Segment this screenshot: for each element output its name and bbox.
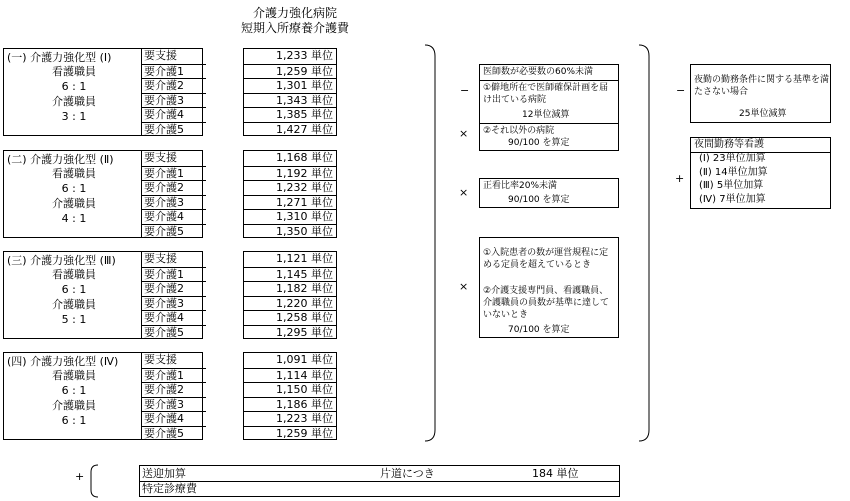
care-unit-value: 1,259 単位 [244, 426, 336, 441]
care-group-ratio2: 3 : 1 [61, 110, 87, 123]
minus-operator-2: − [676, 84, 686, 97]
title-line2: 短期入所療養介護費 [240, 21, 349, 35]
times-operator-3: × [459, 280, 469, 293]
special-medical-fee-label: 特定診療費 [142, 482, 197, 495]
care-group-ratio2: 6 : 1 [61, 414, 87, 427]
care-level-label: 要介護4 [141, 107, 206, 122]
night-addition-item: (Ⅳ) 7単位加算 [699, 193, 766, 205]
care-unit-box [243, 352, 337, 440]
care-group-staff1: 看護職員 [52, 65, 96, 78]
right-brace-1 [423, 44, 443, 442]
care-level-label: 要介護1 [141, 267, 206, 282]
doctor-item2-value: 90/100 を算定 [508, 138, 570, 148]
plus-operator-2: + [75, 470, 85, 483]
footer-brace [88, 464, 102, 498]
care-level-label: 要介護5 [141, 122, 206, 137]
care-unit-box [243, 150, 337, 238]
care-group-ratio1: 6 : 1 [61, 80, 87, 93]
times-operator-2: × [459, 186, 469, 199]
care-group-staff2: 介護職員 [52, 95, 96, 108]
care-unit-value: 1,258 単位 [244, 310, 336, 325]
care-unit-value: 1,343 単位 [244, 93, 336, 108]
care-level-label: 要介護5 [141, 325, 206, 340]
night-addition-item: (Ⅰ) 23単位加算 [699, 153, 766, 164]
care-group-box [3, 150, 203, 238]
care-level-label: 要介護4 [141, 310, 206, 325]
care-group-ratio2: 4 : 1 [61, 212, 87, 225]
nurse-ratio-value: 90/100 を算定 [508, 195, 570, 205]
transport-per-trip: 片道につき [380, 467, 435, 480]
capacity-staff-box [479, 237, 619, 338]
care-unit-value: 1,186 単位 [244, 397, 336, 412]
care-unit-value: 1,220 単位 [244, 296, 336, 311]
care-group-staff1: 看護職員 [52, 268, 96, 281]
care-level-label: 要介護1 [141, 368, 206, 383]
doctor-item1-value: 12単位減算 [522, 110, 570, 120]
care-group-box [3, 48, 203, 136]
care-group-ratio1: 6 : 1 [61, 283, 87, 296]
doctor-shortage-title: 医師数が必要数の60%未満 [483, 67, 594, 77]
care-unit-value: 1,091 単位 [276, 353, 333, 366]
care-level-label: 要介護2 [141, 180, 206, 195]
right-brace-2 [637, 44, 657, 442]
care-level-label: 要支援 [141, 49, 206, 64]
care-group-ratio2: 5 : 1 [61, 313, 87, 326]
care-unit-value: 1,385 単位 [244, 107, 336, 122]
capacity-item1: ①入院患者の数が運営規程に定める定員を超えているとき [483, 248, 609, 270]
care-unit-value: 1,168 単位 [276, 151, 333, 164]
care-group-staff2: 介護職員 [52, 298, 96, 311]
care-group-staff2: 介護職員 [52, 399, 96, 412]
night-addition-box [690, 137, 831, 209]
care-group-ratio1: 6 : 1 [61, 182, 87, 195]
times-operator-1: × [459, 127, 469, 140]
night-addition-item: (Ⅱ) 14単位加算 [699, 166, 768, 178]
care-group-box [3, 352, 203, 440]
care-unit-box [243, 48, 337, 136]
care-level-label: 要支援 [141, 252, 206, 267]
care-level-label: 要介護2 [141, 281, 206, 296]
care-unit-value: 1,121 単位 [276, 252, 333, 265]
care-unit-value: 1,192 単位 [244, 166, 336, 181]
care-unit-value: 1,310 単位 [244, 209, 336, 224]
footer-table [139, 465, 620, 497]
care-level-label: 要支援 [141, 353, 206, 368]
care-unit-value: 1,301 単位 [244, 78, 336, 93]
care-group-staff2: 介護職員 [52, 197, 96, 210]
night-penalty-box [690, 64, 831, 123]
night-penalty-value: 25単位減算 [739, 109, 787, 119]
care-level-label: 要介護3 [141, 296, 206, 311]
care-level-label: 要介護3 [141, 93, 206, 108]
nurse-ratio-title: 正看比率20%未満 [483, 181, 558, 191]
care-group-header: (三) 介護力強化型 (Ⅲ) [7, 254, 116, 267]
doctor-item1: ①僻地所在で医師確保計画を届け出ている病院 [483, 83, 609, 105]
care-level-label: 要介護2 [141, 78, 206, 93]
plus-operator-1: + [675, 172, 685, 185]
care-level-label: 要介護3 [141, 195, 206, 210]
care-unit-value: 1,350 単位 [244, 224, 336, 239]
care-unit-value: 1,150 単位 [244, 382, 336, 397]
care-level-label: 要介護3 [141, 397, 206, 412]
care-level-label: 要介護5 [141, 426, 206, 441]
care-level-label: 要支援 [141, 151, 206, 166]
care-unit-value: 1,259 単位 [244, 64, 336, 79]
care-group-box [3, 251, 203, 339]
care-group-ratio1: 6 : 1 [61, 384, 87, 397]
care-unit-value: 1,182 単位 [244, 281, 336, 296]
divider [480, 80, 618, 81]
care-level-label: 要介護4 [141, 411, 206, 426]
care-group-header: (一) 介護力強化型 (Ⅰ) [7, 51, 112, 64]
doctor-item2: ②それ以外の病院 [483, 126, 555, 136]
doctor-shortage-box [479, 64, 619, 151]
nurse-ratio-box [479, 178, 619, 208]
capacity-staff-value: 70/100 を算定 [508, 325, 570, 335]
care-unit-value: 1,223 単位 [244, 411, 336, 426]
night-penalty-text: 夜勤の勤務条件に関する基準を満たさない場合 [694, 75, 830, 97]
transport-addition-value: 184 単位 [532, 467, 579, 480]
divider [480, 123, 618, 124]
care-unit-value: 1,427 単位 [244, 122, 336, 137]
care-group-staff1: 看護職員 [52, 369, 96, 382]
transport-addition-label: 送迎加算 [142, 467, 186, 480]
care-unit-value: 1,271 単位 [244, 195, 336, 210]
care-unit-value: 1,295 単位 [244, 325, 336, 340]
night-addition-title: 夜間勤務等看護 [694, 139, 764, 150]
page-title [230, 6, 360, 36]
care-unit-value: 1,145 単位 [244, 267, 336, 282]
care-group-header: (四) 介護力強化型 (Ⅳ) [7, 355, 119, 368]
care-group-staff1: 看護職員 [52, 167, 96, 180]
care-level-label: 要介護1 [141, 64, 206, 79]
minus-operator-1: − [460, 84, 470, 97]
care-level-label: 要介護2 [141, 382, 206, 397]
care-level-label: 要介護5 [141, 224, 206, 239]
care-unit-value: 1,114 単位 [244, 368, 336, 383]
care-unit-value: 1,232 単位 [244, 180, 336, 195]
staff-item2: ②介護支援専門員、看護職員、介護職員の員数が基準に達していないとき [483, 286, 610, 320]
care-unit-value: 1,233 単位 [276, 49, 333, 62]
care-level-label: 要介護4 [141, 209, 206, 224]
care-level-label: 要介護1 [141, 166, 206, 181]
night-addition-item: (Ⅲ) 5単位加算 [699, 180, 764, 191]
title-line1: 介護力強化病院 [252, 6, 337, 20]
care-group-header: (二) 介護力強化型 (Ⅱ) [7, 153, 114, 166]
divider [140, 481, 619, 482]
care-unit-box [243, 251, 337, 339]
